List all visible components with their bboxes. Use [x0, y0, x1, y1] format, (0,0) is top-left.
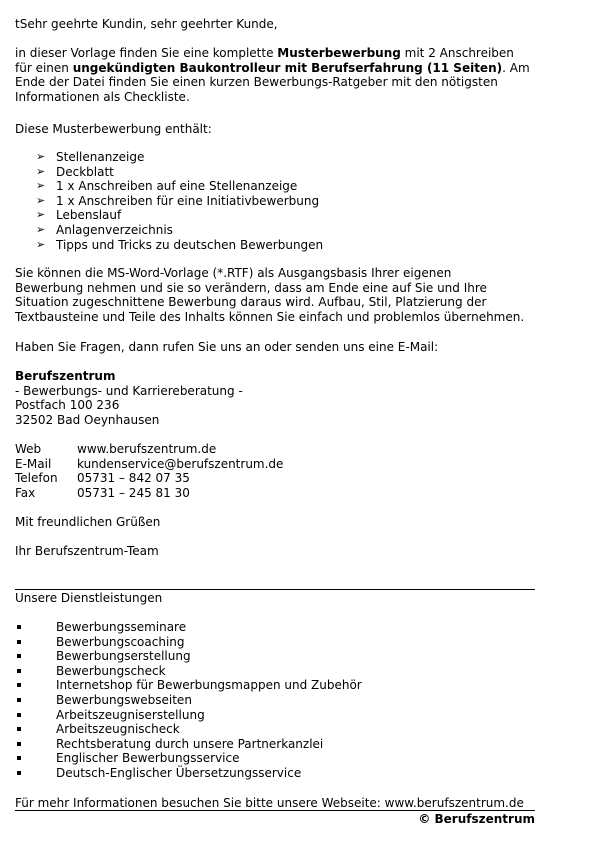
contents-heading: Diese Musterbewerbung enthält:: [15, 122, 212, 136]
services-list: [15, 620, 362, 781]
list-item: ➢ Deckblatt: [36, 164, 114, 179]
intro-highlight: ungekündigten Baukontrolleur mit Berufserfahrung (11 Seiten): [72, 60, 503, 75]
address-block: [15, 369, 243, 427]
arrow-bullet-icon: ➢: [36, 150, 46, 163]
postbox: Postfach 100 236: [15, 398, 120, 413]
list-item: ➢ 1 x Anschreiben auf eine Stellenanzeige: [36, 179, 298, 194]
list-item: Bewerbungswebseiten: [15, 693, 362, 708]
square-bullet-icon: [17, 756, 21, 760]
contact-label: E-Mail: [15, 456, 52, 471]
questions-text: Haben Sie Fragen, dann rufen Sie uns an oder senden uns eine E-Mail:: [15, 340, 439, 354]
email-link[interactable]: kundenservice@berufszentrum.de: [77, 456, 284, 471]
company-subtitle: - Bewerbungs- und Karriereberatung -: [15, 383, 243, 398]
arrow-bullet-icon: ➢: [36, 237, 46, 251]
phone-number: 05731 – 842 07 35: [77, 471, 190, 486]
arrow-bullet-icon: ➢: [36, 222, 46, 236]
intro-paragraph: in dieser Vorlage finden Sie eine komplette Musterbewerbung mit 2 Anschreiben für einen ungekündigten Baukontrolleur mit Berufserfahrung (11 Seiten). Am Ende der Datei finden Sie einen kurzen Bewerbungs-Ratgeber mit den nötigsten Informationen als Checkliste.: [15, 46, 530, 104]
square-bullet-icon: [17, 771, 21, 775]
city: 32502 Bad Oeynhausen: [15, 412, 160, 427]
fax-number: 05731 – 245 81 30: [77, 485, 190, 500]
list-item: ➢ Stellenanzeige: [36, 150, 145, 164]
greeting: tSehr geehrte Kundin, sehr geehrter Kunde,: [15, 17, 278, 31]
contact-table: [15, 442, 283, 500]
arrow-bullet-icon: ➢: [36, 164, 46, 178]
services-heading: Unsere Dienstleistungen: [15, 591, 163, 605]
list-item: ➢ 1 x Anschreiben für eine Initiativbewerbung: [36, 193, 320, 208]
list-item: ➢ Tipps und Tricks zu deutschen Bewerbungen: [36, 237, 324, 252]
closing: Mit freundlichen Grüßen: [15, 515, 161, 529]
list-item: ➢ Anlagenverzeichnis: [36, 222, 173, 237]
contact-label: Telefon: [15, 471, 58, 486]
list-item: Internetshop für Bewerbungsmappen und Zubehör: [15, 678, 362, 693]
list-item: Arbeitszeugnischeck: [15, 722, 362, 737]
square-bullet-icon: [17, 640, 21, 644]
web-link[interactable]: www.berufszentrum.de: [77, 442, 217, 456]
arrow-bullet-icon: ➢: [36, 179, 46, 193]
square-bullet-icon: [17, 654, 21, 658]
square-bullet-icon: [17, 625, 21, 629]
square-bullet-icon: [17, 669, 21, 673]
square-bullet-icon: [17, 698, 21, 702]
contact-label: Fax: [15, 485, 36, 500]
list-item: Bewerbungscheck: [15, 664, 362, 679]
arrow-bullet-icon: ➢: [36, 193, 46, 207]
list-item: Rechtsberatung durch unsere Partnerkanzlei: [15, 737, 362, 752]
square-bullet-icon: [17, 713, 21, 717]
contact-label: Web: [15, 442, 42, 456]
square-bullet-icon: [17, 727, 21, 731]
list-item: Englischer Bewerbungsservice: [15, 751, 362, 766]
arrow-bullet-icon: ➢: [36, 208, 46, 222]
usage-paragraph: Sie können die MS-Word-Vorlage (*.RTF) als Ausgangsbasis Ihrer eigenen Bewerbung nehmen und sie so verändern, dass am Ende eine auf Sie und Ihre Situation zugeschnittene Bewerbung daraus wird. Aufbau, Stil, Platzierung der Textbausteine und Teile des Inhalts können Sie einfach und problemlos übernehmen.: [15, 266, 525, 324]
company-name: Berufszentrum: [15, 369, 116, 383]
list-item: Arbeitszeugniserstellung: [15, 708, 362, 723]
list-item: ➢ Lebenslauf: [36, 208, 122, 223]
square-bullet-icon: [17, 742, 21, 746]
contents-list: [15, 150, 323, 252]
square-bullet-icon: [17, 683, 21, 687]
intro-highlight: Musterbewerbung: [277, 46, 401, 60]
footer-info: Für mehr Informationen besuchen Sie bitte unsere Webseite: www.berufszentrum.de: [15, 796, 524, 810]
copyright: © Berufszentrum: [418, 812, 535, 826]
list-item: Bewerbungsseminare: [15, 620, 362, 635]
list-item: Deutsch-Englischer Übersetzungsservice: [15, 766, 362, 781]
footer-divider: [15, 810, 535, 811]
signature: Ihr Berufszentrum-Team: [15, 544, 159, 558]
list-item: Bewerbungscoaching: [15, 635, 362, 650]
list-item: Bewerbungserstellung: [15, 649, 362, 664]
divider: [15, 589, 535, 590]
